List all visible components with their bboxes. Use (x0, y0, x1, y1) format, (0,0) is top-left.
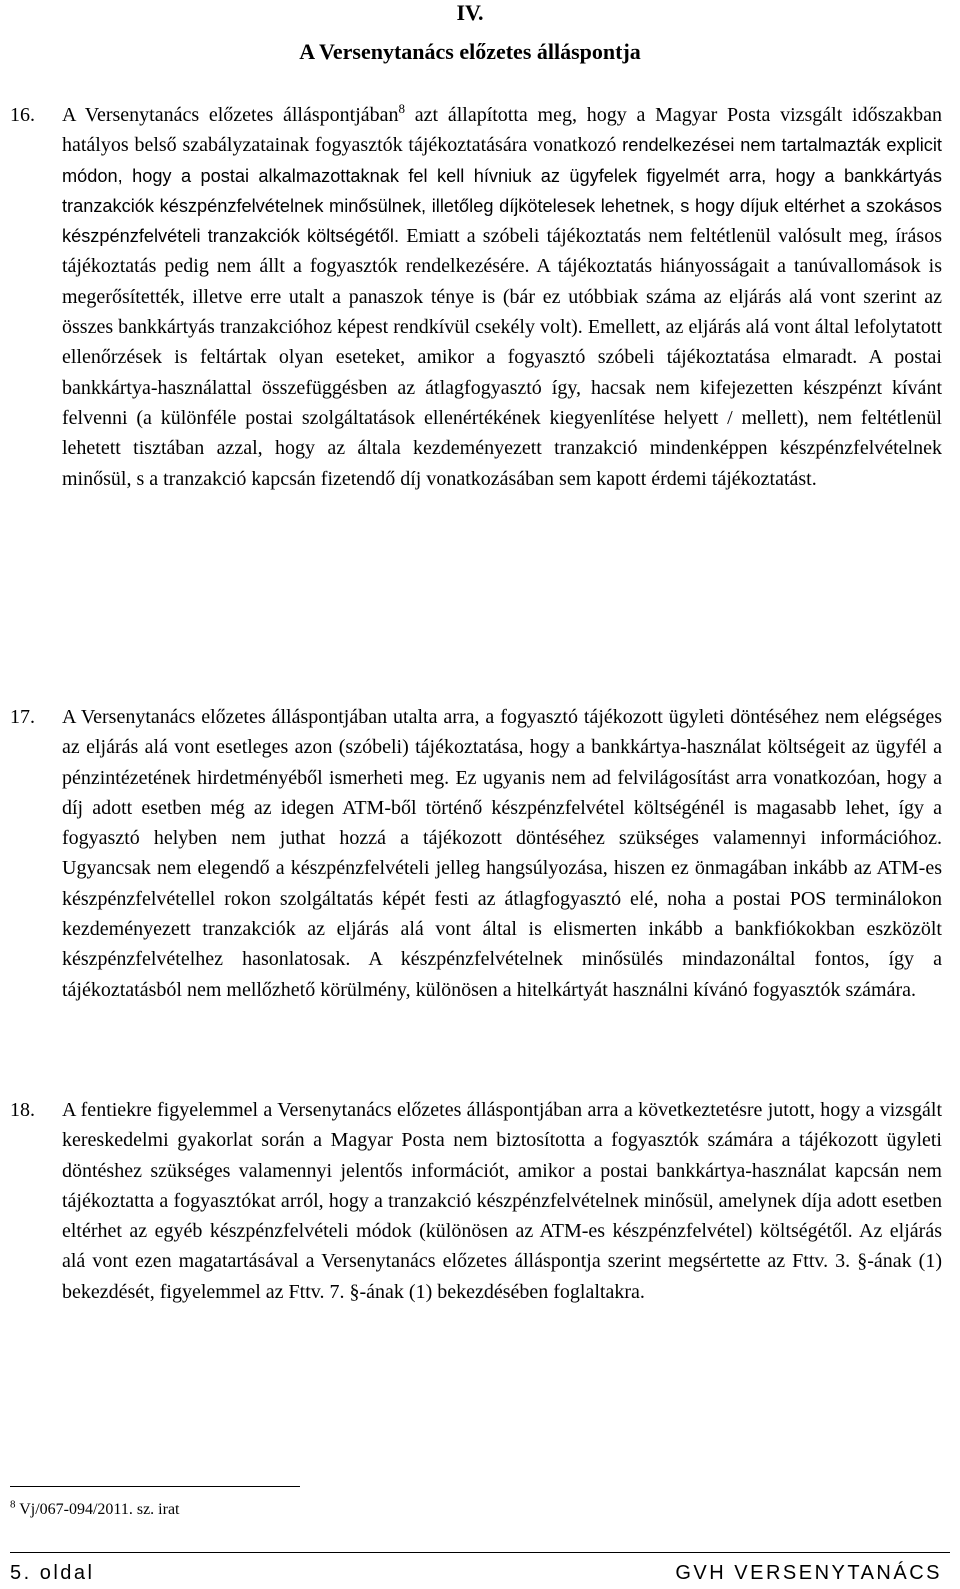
paragraph-18 (10, 1095, 942, 1307)
footnote (10, 1497, 179, 1523)
paragraph-body: A fentiekre figyelemmel a Versenytanács előzetes álláspontjában arra a következtetésre jutott, hogy a vizsgált kereskedelmi gyakorlat során a Magyar Posta nem biztosította a fogyasztók számára a tájékozott ügyleti döntéshez szükséges valamennyi jelentős információt, amikor a postai bankkártya-használat kapcsán nem tájékoztatta a fogyasztókat arról, hogy a tranzakció készpénzfelvételnek minősül, amelynek díja adott esetben eltérhet az egyéb készpénzfelvételi módok (különösen az ATM-es készpénzfelvétel) költségétől. Az eljárás alá vont ezen magatartásával a Versenytanács előzetes álláspontja szerint megsértette az Fttv. 3. §-ának (1) bekezdését, figyelemmel az Fttv. 7. §-ának (1) bekezdésében foglaltakra. (62, 1099, 942, 1303)
paragraph-17 (10, 702, 942, 1005)
paragraph-number: 17. (10, 706, 35, 728)
paragraph-text-segment-sans: rendelkezései nem tartalmazták explicit módon, hogy a postai alkalmazottaknak fel kell hívniuk az ügyfelek figyelmét arra, hogy a bankkártyás tranzakciók készpénzfelvételnek minősülnek, illetőleg díjkötelesek lehetnek, s hogy díjuk eltérhet a szokásos készpénzfelvételi tranzakciók költségétől. (62, 135, 942, 247)
chapter-title: A Versenytanács előzetes álláspontja (299, 39, 641, 64)
footnote-reference[interactable]: 8 (398, 101, 406, 117)
paragraph-body (62, 100, 942, 494)
footnote-marker: 8 (10, 1498, 16, 1511)
paragraph-number: 16. (10, 104, 35, 126)
paragraph-body: A Versenytanács előzetes álláspontjában utalta arra, a fogyasztó tájékozott ügyleti döntéséhez nem elégséges az eljárás alá vont esetleges azon (szóbeli) tájékoztatása, hogy a bankkártya-használat költségeit az ügyfél a pénzintézetének hirdetményéből ismerheti meg. Ez ugyanis nem ad felvilágosítást arra vonatkozóan, hogy a díj adott esetben még az idegen ATM-ből történő készpénzfelvétel költségénél is magasabb lehet, így a fogyasztó helyben nem juthat hozzá a tájékozott döntéséhez szükséges valamennyi információhoz. Ugyancsak nem elegendő a készpénzfelvételi jelleg hangsúlyozása, hiszen ez önmagában inkább az ATM-es készpénzfelvétellel rokon szolgáltatás képét festi az átlagfogyasztó elé, noha a postai POS terminálokon kezdeményezett tranzakciók az eljárás alá vont által is elismerten inkább a bankfiókokban eszközölt készpénzfelvételhez hasonlatosak. A készpénzfelvételnek minősülés mindazonáltal fontos, így a tájékoztatásból nem mellőzhető körülmény, különösen a hitelkártyát használni kívánó fogyasztók számára. (62, 706, 942, 1001)
paragraph-text-segment: Emiatt a szóbeli tájékoztatás nem feltétlenül valósult meg, írásos tájékoztatás pedig nem állt a fogyasztók rendelkezésére. A tájékoztatás hiányosságait a tanúvallomások is megerősítették, illetve erre utalt a panaszok ténye is (bár ez utóbbiak száma az eljárás alá vont szerint az összes bankkártyás tranzakcióhoz képest rendkívül csekély volt). Emellett, az eljárás alá vont által lefolytatott ellenőrzések is feltártak olyan eseteket, amikor a fogyasztó szóbeli tájékoztatása elmaradt. A postai bankkártya-használattal összefüggésben az átlagfogyasztó így, hacsak nem kifejezetten készpénzt kívánt felvenni (a különféle postai szolgáltatások ellenértékének kiegyenlítése helyett / mellett), nem feltétlenül lehetett tisztában azzal, hogy az általa kezdeményezett tranzakció mindenképpen készpénzfelvételnek minősül, s a tranzakció kapcsán fizetendő díj vonatkozásában sem kapott érdemi tájékoztatást. (62, 225, 942, 490)
footer-divider (10, 1552, 950, 1553)
footnote-separator (10, 1486, 300, 1487)
paragraph-16 (10, 100, 942, 494)
page-number: 5. oldal (10, 1562, 95, 1584)
footnote-text: Vj/067-094/2011. sz. irat (15, 1501, 180, 1518)
paragraph-text-segment: A Versenytanács előzetes álláspontjában (62, 104, 399, 126)
paragraph-number: 18. (10, 1099, 35, 1121)
footer-organization: GVH VERSENYTANÁCS (675, 1562, 942, 1584)
chapter-number: IV. (456, 0, 484, 25)
paragraph-text-segment: azt állapította meg, hogy a Magyar Posta vizsgált időszakban hatályos belső szabályzatainak fogyasztók tájékoztatására vonatkozó (62, 104, 943, 157)
